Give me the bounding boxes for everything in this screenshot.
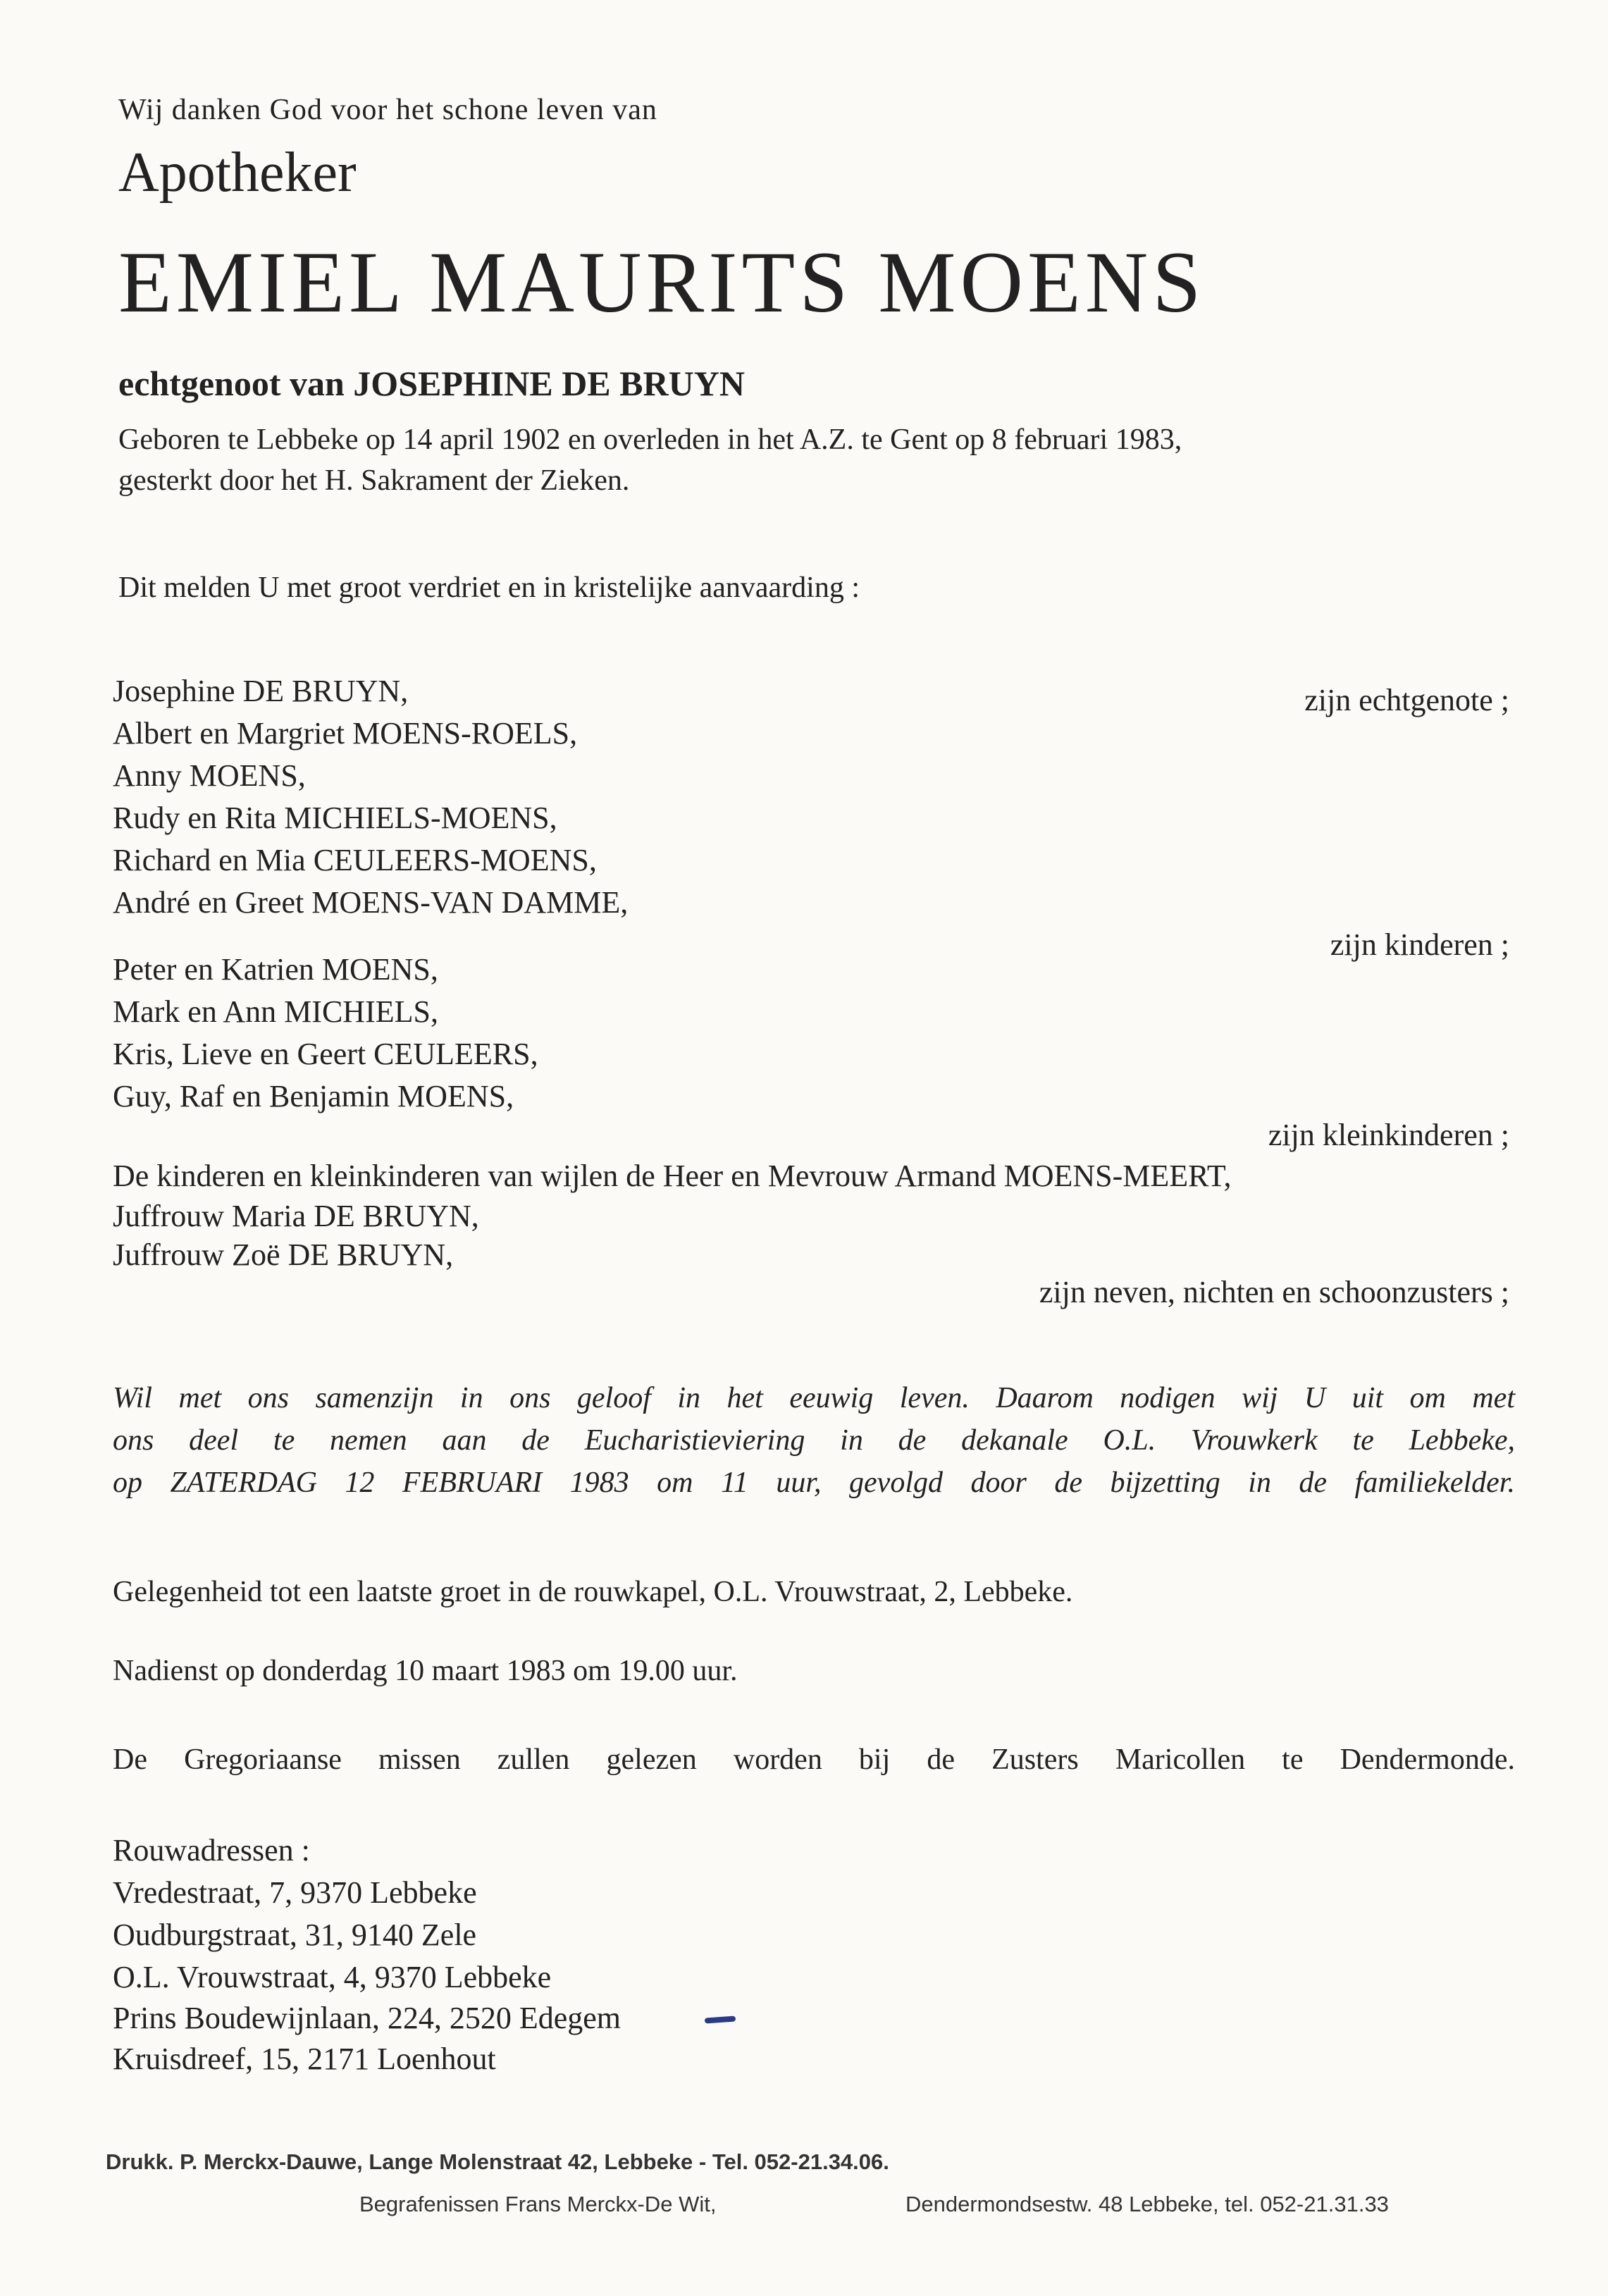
list-item-grandchild: Mark en Ann MICHIELS, [113,994,438,1029]
relation-grandchildren: zijn kleinkinderen ; [1268,1118,1509,1152]
announcement: Dit melden U met groot verdriet en in kristelijke aanvaarding : [118,572,860,604]
invitation-line: ons deel te nemen aan de Eucharistieviering in de dekanale O.L. Vrouwkerk te Lebbeke, [113,1424,1515,1457]
family-spouse: Josephine DE BRUYN, [113,674,409,708]
list-item-relative: De kinderen en kleinkinderen van wijlen de Heer en Mevrouw Armand MOENS-MEERT, [113,1159,1232,1193]
list-item-grandchild: Guy, Raf en Benjamin MOENS, [113,1079,514,1113]
invitation-line: Wil met ons samenzijn in ons geloof in het eeuwig leven. Daarom nodigen wij U uit om met [113,1382,1515,1414]
list-item-grandchild: Kris, Lieve en Geert CEULEERS, [113,1037,538,1071]
list-item-child: André en Greet MOENS-VAN DAMME, [113,885,629,920]
list-item-address: Prins Boudewijnlaan, 224, 2520 Edegem [113,2001,621,2035]
list-item-relative: Juffrouw Zoë DE BRUYN, [113,1238,454,1272]
deceased-name: EMIEL MAURITS MOENS [118,234,1206,331]
undertaker-name: Begrafenissen Frans Merckx-De Wit, [359,2192,717,2216]
masses-info: De Gregoriaanse missen zullen gelezen worden bij de Zusters Maricollen te Dendermonde. [113,1743,1515,1776]
list-item-child: Rudy en Rita MICHIELS-MOENS, [113,801,557,835]
sacrament-line: gesterkt door het H. Sakrament der Zieken. [118,464,630,497]
list-item-address: Vredestraat, 7, 9370 Lebbeke [113,1875,477,1910]
list-item-child: Anny MOENS, [113,758,306,793]
printer-credit: Drukk. P. Merckx-Dauwe, Lange Molenstraat 42, Lebbeke - Tel. 052-21.34.06. [106,2149,889,2174]
relation-children: zijn kinderen ; [1330,927,1509,962]
profession-title: Apotheker [118,142,357,204]
list-item-child: Albert en Margriet MOENS-ROELS, [113,716,578,751]
relation-relatives: zijn neven, nichten en schoonzusters ; [1039,1275,1509,1309]
relation-spouse: zijn echtgenote ; [1304,683,1509,717]
list-item-address: Kruisdreef, 15, 2171 Loenhout [113,2042,496,2076]
service-info: Nadienst op donderdag 10 maart 1983 om 19.00 uur. [113,1655,738,1687]
invitation-line: op ZATERDAG 12 FEBRUARI 1983 om 11 uur, gevolgd door de bijzetting in de familiekelder. [113,1467,1515,1499]
list-item-relative: Juffrouw Maria DE BRUYN, [113,1199,479,1233]
birth-death-line: Geboren te Lebbeke op 14 april 1902 en overleden in het A.Z. te Gent op 8 februari 1983, [118,424,1182,456]
list-item-grandchild: Peter en Katrien MOENS, [113,952,438,987]
list-item-address: Oudburgstraat, 31, 9140 Zele [113,1918,477,1952]
list-item-address: O.L. Vrouwstraat, 4, 9370 Lebbeke [113,1960,552,1994]
addresses-label: Rouwadressen : [113,1833,310,1868]
intro-line: Wij danken God voor het schone leven van [118,94,657,126]
undertaker-address: Dendermondsestw. 48 Lebbeke, tel. 052-21.31.33 [905,2192,1389,2216]
list-item-child: Richard en Mia CEULEERS-MOENS, [113,843,597,877]
pen-mark [705,2016,736,2023]
spouse-line: echtgenoot van JOSEPHINE DE BRUYN [118,364,745,403]
greeting-info: Gelegenheid tot een laatste groet in de rouwkapel, O.L. Vrouwstraat, 2, Lebbeke. [113,1576,1073,1608]
